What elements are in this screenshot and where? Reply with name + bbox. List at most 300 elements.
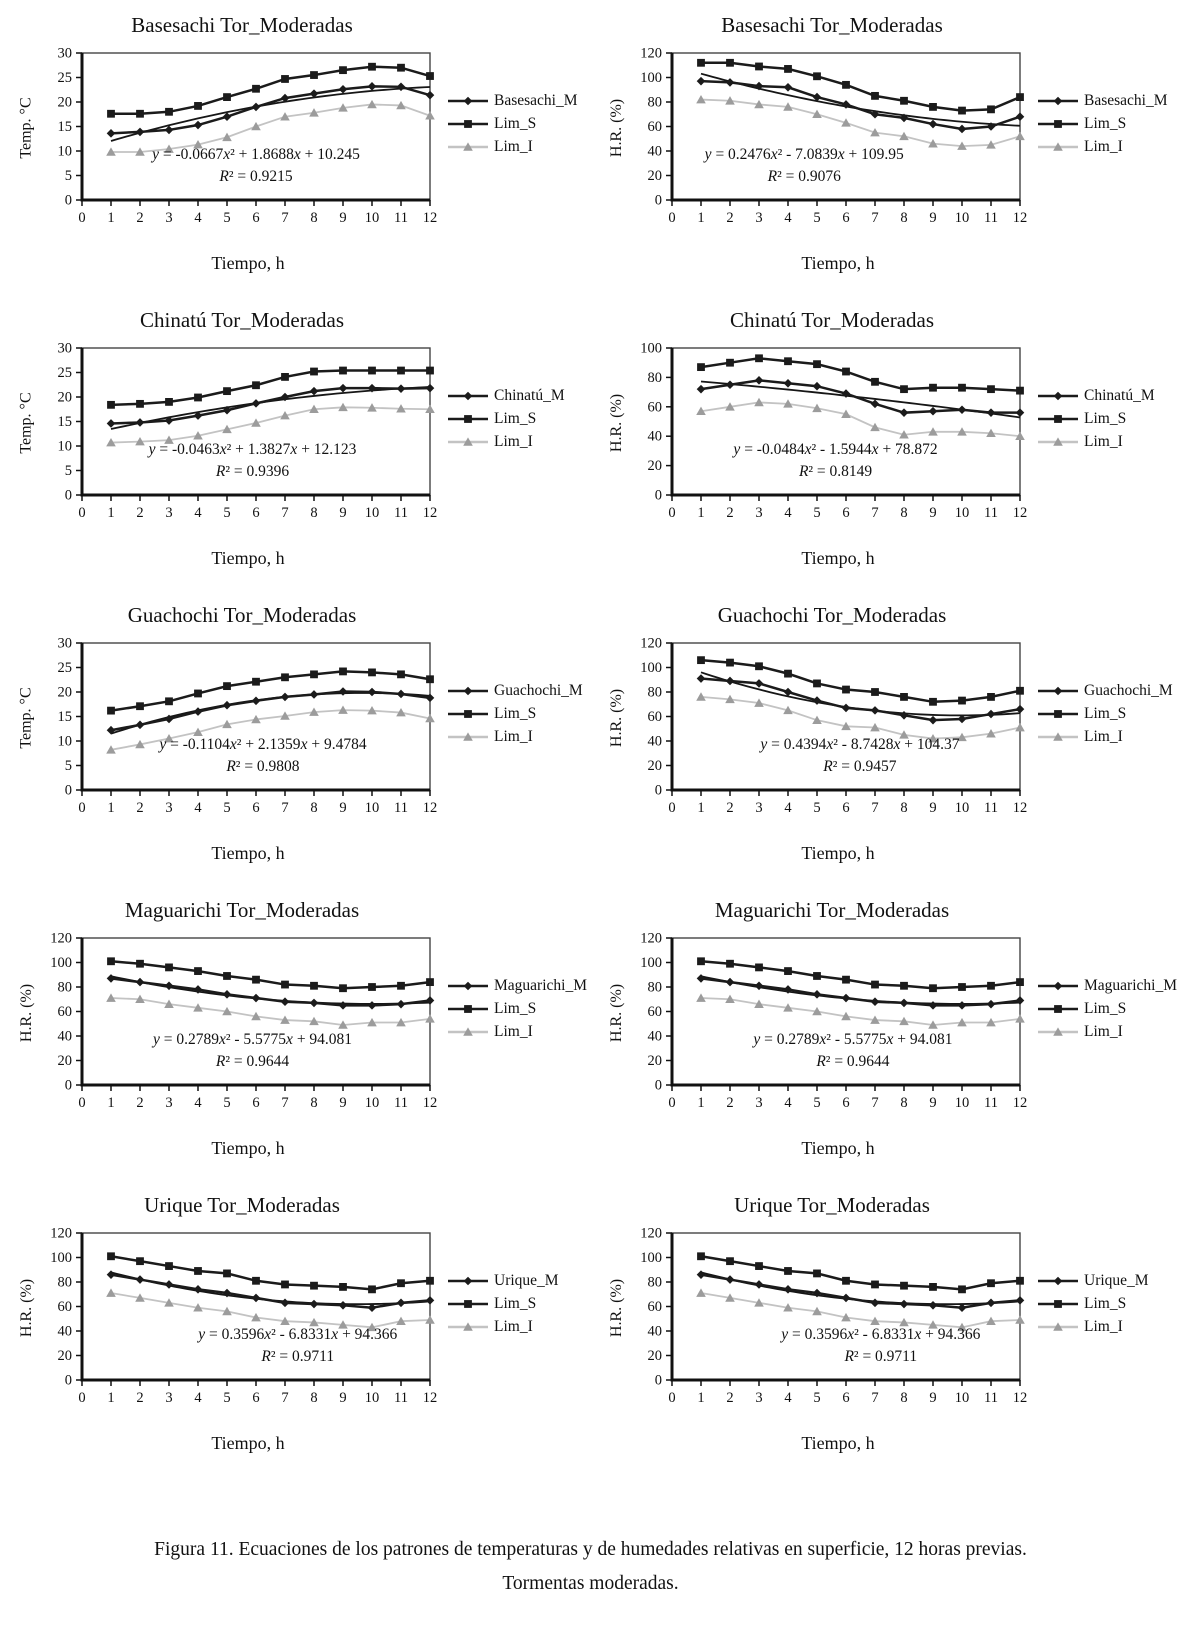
plot-area — [630, 1228, 1030, 1425]
svg-text:120: 120 — [640, 638, 662, 652]
legend — [446, 92, 578, 245]
chart-row — [0, 590, 1181, 885]
r-squared-label: R² = 0.9396 — [215, 462, 290, 480]
svg-text:120: 120 — [640, 48, 662, 62]
svg-text:12: 12 — [422, 1095, 438, 1111]
legend-label: Lim_I — [1084, 138, 1123, 155]
legend-triangle-icon — [446, 1320, 490, 1334]
equation-label: y = 0.2476x² - 7.0839x + 109.95 — [704, 145, 904, 163]
legend-diamond-icon — [446, 979, 490, 993]
svg-text:20: 20 — [647, 1053, 662, 1069]
svg-text:12: 12 — [1012, 1095, 1028, 1111]
legend-label: Chinatú_M — [494, 387, 565, 404]
svg-text:0: 0 — [668, 505, 676, 521]
svg-text:2: 2 — [726, 1095, 734, 1111]
svg-text:7: 7 — [871, 505, 879, 521]
svg-text:0: 0 — [64, 782, 72, 799]
legend-item — [446, 1023, 587, 1041]
svg-text:11: 11 — [984, 1390, 998, 1406]
y-axis-label-text: H.R. (%) — [608, 688, 625, 748]
plot-svg — [40, 1228, 440, 1420]
svg-text:2: 2 — [136, 1390, 144, 1406]
legend-triangle-icon — [446, 730, 490, 744]
chart-row — [0, 1180, 1181, 1475]
svg-text:2: 2 — [726, 505, 734, 521]
plot-area — [630, 48, 1030, 245]
svg-text:9: 9 — [929, 1390, 937, 1406]
svg-text:5: 5 — [813, 1390, 821, 1406]
legend-label: Guachochi_M — [494, 682, 583, 699]
r-squared-label: R² = 0.9711 — [261, 1347, 335, 1365]
svg-text:4: 4 — [784, 210, 792, 226]
svg-text:40: 40 — [647, 143, 662, 160]
caption-line-1: Figura 11. Ecuaciones de los patrones de temperaturas y de humedades relativas en superficie, 12 horas previas. — [154, 1539, 1027, 1560]
svg-text:10: 10 — [954, 800, 970, 816]
legend-item — [1036, 138, 1168, 156]
svg-text:12: 12 — [1012, 800, 1028, 816]
svg-text:20: 20 — [647, 168, 662, 184]
svg-text:4: 4 — [784, 1095, 792, 1111]
svg-text:9: 9 — [339, 210, 347, 226]
legend-diamond-icon — [1036, 94, 1080, 108]
legend-diamond-icon — [446, 1274, 490, 1288]
svg-text:5: 5 — [813, 800, 821, 816]
legend-label: Maguarichi_M — [494, 977, 587, 994]
chart-body — [604, 1228, 1180, 1425]
chart-body — [14, 638, 590, 835]
svg-text:5: 5 — [813, 210, 821, 226]
svg-text:6: 6 — [252, 505, 260, 521]
plot-area — [630, 343, 1030, 540]
svg-text:8: 8 — [310, 1390, 318, 1406]
svg-text:0: 0 — [78, 1390, 86, 1406]
svg-text:80: 80 — [647, 684, 662, 701]
svg-text:5: 5 — [223, 505, 231, 521]
svg-text:3: 3 — [165, 1095, 173, 1111]
x-axis-label: Tiempo, h — [211, 1433, 285, 1453]
equation-label: y = 0.3596x² - 6.8331x + 94.366 — [781, 1325, 981, 1343]
svg-text:80: 80 — [647, 1274, 662, 1291]
svg-text:30: 30 — [57, 48, 72, 62]
svg-text:60: 60 — [647, 1299, 662, 1315]
chart — [0, 885, 590, 1180]
legend-label: Lim_S — [1084, 410, 1127, 427]
legend-label: Lim_I — [494, 728, 533, 745]
legend-diamond-icon — [1036, 684, 1080, 698]
svg-text:0: 0 — [64, 1077, 72, 1094]
y-axis-label — [14, 48, 40, 208]
legend-square-icon — [446, 117, 490, 131]
svg-text:8: 8 — [310, 800, 318, 816]
chart-body — [604, 638, 1180, 835]
svg-text:2: 2 — [726, 1390, 734, 1406]
svg-text:8: 8 — [900, 1095, 908, 1111]
svg-text:1: 1 — [697, 1390, 705, 1406]
chart — [590, 295, 1180, 590]
svg-text:3: 3 — [165, 800, 173, 816]
svg-text:7: 7 — [871, 210, 879, 226]
svg-text:3: 3 — [165, 210, 173, 226]
svg-text:8: 8 — [310, 505, 318, 521]
legend-label: Lim_I — [1084, 433, 1123, 450]
y-axis-label-text: Temp. °C — [18, 392, 35, 454]
y-axis-label-text: H.R. (%) — [608, 393, 625, 453]
svg-text:2: 2 — [136, 800, 144, 816]
svg-text:80: 80 — [647, 369, 662, 386]
svg-text:7: 7 — [281, 505, 289, 521]
equation-label: y = 0.3596x² - 6.8331x + 94.366 — [198, 1325, 398, 1343]
y-axis-label — [604, 1228, 630, 1388]
svg-text:12: 12 — [422, 210, 438, 226]
svg-text:2: 2 — [136, 505, 144, 521]
svg-text:80: 80 — [647, 979, 662, 996]
chart-title: Guachochi Tor_Moderadas — [127, 603, 357, 627]
x-axis-label: Tiempo, h — [211, 548, 285, 568]
chart-title: Maguarichi Tor_Moderadas — [714, 898, 950, 922]
legend-label: Urique_M — [494, 1272, 559, 1289]
svg-text:3: 3 — [755, 1095, 763, 1111]
svg-text:11: 11 — [984, 800, 998, 816]
plot-area — [630, 638, 1030, 835]
svg-text:10: 10 — [364, 1390, 380, 1406]
legend — [446, 1272, 559, 1425]
legend-label: Maguarichi_M — [1084, 977, 1177, 994]
svg-text:12: 12 — [1012, 210, 1028, 226]
legend-square-icon — [1036, 707, 1080, 721]
legend-item — [1036, 115, 1168, 133]
svg-text:100: 100 — [640, 1250, 662, 1266]
legend-item — [1036, 682, 1173, 700]
legend-label: Urique_M — [1084, 1272, 1149, 1289]
y-axis-label-text: H.R. (%) — [608, 98, 625, 158]
svg-text:8: 8 — [900, 505, 908, 521]
svg-text:15: 15 — [57, 119, 72, 135]
chart-body — [604, 343, 1180, 540]
svg-text:0: 0 — [64, 1372, 72, 1389]
chart-body — [14, 1228, 590, 1425]
y-axis-label-text: H.R. (%) — [18, 1278, 35, 1338]
legend-label: Lim_I — [494, 1318, 533, 1335]
plot-svg — [40, 48, 440, 240]
svg-text:11: 11 — [394, 800, 408, 816]
svg-text:25: 25 — [57, 660, 72, 676]
figure-caption — [0, 1533, 1181, 1601]
chart-title: Urique Tor_Moderadas — [144, 1193, 340, 1217]
svg-text:0: 0 — [64, 487, 72, 504]
y-axis-label — [604, 48, 630, 208]
svg-text:10: 10 — [954, 1390, 970, 1406]
legend — [1036, 1272, 1149, 1425]
chart — [0, 590, 590, 885]
svg-text:0: 0 — [668, 800, 676, 816]
svg-text:1: 1 — [697, 505, 705, 521]
legend-label: Lim_I — [494, 433, 533, 450]
legend-label: Lim_I — [1084, 728, 1123, 745]
legend-label: Lim_S — [494, 705, 537, 722]
svg-text:7: 7 — [281, 800, 289, 816]
svg-text:0: 0 — [668, 210, 676, 226]
svg-text:10: 10 — [364, 1095, 380, 1111]
legend-item — [446, 1272, 559, 1290]
svg-text:1: 1 — [107, 1095, 115, 1111]
plot-area — [40, 343, 440, 540]
svg-text:60: 60 — [647, 709, 662, 725]
svg-text:80: 80 — [57, 1274, 72, 1291]
chart-body — [604, 933, 1180, 1130]
r-squared-label: R² = 0.9457 — [823, 757, 897, 775]
svg-text:8: 8 — [310, 1095, 318, 1111]
chart-body — [14, 343, 590, 540]
legend-item — [446, 92, 578, 110]
svg-text:3: 3 — [755, 800, 763, 816]
svg-text:7: 7 — [281, 1095, 289, 1111]
legend-triangle-icon — [446, 140, 490, 154]
svg-text:9: 9 — [929, 800, 937, 816]
legend-label: Lim_I — [494, 138, 533, 155]
svg-text:20: 20 — [647, 758, 662, 774]
legend-square-icon — [446, 1297, 490, 1311]
chart-title: Urique Tor_Moderadas — [734, 1193, 930, 1217]
svg-text:11: 11 — [394, 210, 408, 226]
y-axis-label — [604, 638, 630, 798]
legend-item — [1036, 92, 1168, 110]
svg-text:0: 0 — [654, 1077, 662, 1094]
y-axis-label-text: Temp. °C — [18, 97, 35, 159]
y-axis-label-text: H.R. (%) — [608, 983, 625, 1043]
svg-text:120: 120 — [50, 933, 72, 947]
y-axis-label-text: Temp. °C — [18, 687, 35, 749]
svg-text:4: 4 — [194, 800, 202, 816]
svg-text:20: 20 — [57, 1053, 72, 1069]
chart-body — [14, 933, 590, 1130]
legend — [446, 387, 565, 540]
legend-item — [446, 682, 583, 700]
plot-svg — [630, 48, 1030, 240]
svg-text:11: 11 — [984, 210, 998, 226]
svg-text:11: 11 — [984, 505, 998, 521]
svg-text:120: 120 — [640, 933, 662, 947]
svg-text:4: 4 — [194, 210, 202, 226]
svg-text:0: 0 — [654, 192, 662, 209]
legend-label: Guachochi_M — [1084, 682, 1173, 699]
svg-text:60: 60 — [647, 119, 662, 135]
svg-text:9: 9 — [339, 505, 347, 521]
svg-text:15: 15 — [57, 414, 72, 430]
chart — [0, 1180, 590, 1475]
plot-area — [630, 933, 1030, 1130]
legend-triangle-icon — [1036, 140, 1080, 154]
r-squared-label: R² = 0.9215 — [219, 167, 293, 185]
x-axis-label: Tiempo, h — [801, 843, 875, 863]
chart-row — [0, 885, 1181, 1180]
chart-title: Maguarichi Tor_Moderadas — [124, 898, 360, 922]
svg-text:11: 11 — [394, 1095, 408, 1111]
svg-text:8: 8 — [900, 800, 908, 816]
svg-text:10: 10 — [954, 1095, 970, 1111]
svg-text:120: 120 — [640, 1228, 662, 1242]
svg-text:6: 6 — [252, 800, 260, 816]
svg-text:5: 5 — [223, 1095, 231, 1111]
legend-item — [446, 410, 565, 428]
legend-item — [446, 728, 583, 746]
equation-label: y = 0.2789x² - 5.5775x + 94.081 — [152, 1030, 353, 1048]
svg-text:100: 100 — [640, 70, 662, 86]
y-axis-label — [14, 933, 40, 1093]
svg-text:1: 1 — [107, 800, 115, 816]
svg-text:7: 7 — [281, 1390, 289, 1406]
svg-text:2: 2 — [726, 210, 734, 226]
svg-text:9: 9 — [929, 505, 937, 521]
r-squared-label: R² = 0.9711 — [844, 1347, 918, 1365]
svg-text:12: 12 — [1012, 505, 1028, 521]
legend-item — [446, 1318, 559, 1336]
legend-label: Chinatú_M — [1084, 387, 1155, 404]
plot-svg — [630, 1228, 1030, 1420]
plot-svg — [630, 638, 1030, 830]
svg-text:11: 11 — [394, 505, 408, 521]
legend-triangle-icon — [446, 1025, 490, 1039]
svg-text:9: 9 — [929, 210, 937, 226]
equation-label: y = 0.4394x² - 8.7428x + 104.37 — [760, 735, 960, 753]
svg-text:4: 4 — [784, 505, 792, 521]
svg-text:8: 8 — [900, 210, 908, 226]
svg-text:2: 2 — [136, 1095, 144, 1111]
chart-title: Basesachi Tor_Moderadas — [721, 13, 943, 37]
x-axis-label: Tiempo, h — [211, 1138, 285, 1158]
legend-label: Basesachi_M — [494, 92, 578, 109]
svg-text:6: 6 — [842, 1095, 850, 1111]
equation-label: y = -0.0667x² + 1.8688x + 10.245 — [152, 145, 360, 163]
equation-label: y = -0.0484x² - 1.5944x + 78.872 — [733, 440, 938, 458]
svg-text:10: 10 — [57, 733, 72, 750]
chart — [590, 0, 1180, 295]
x-axis-label: Tiempo, h — [801, 253, 875, 273]
y-axis-label-text: H.R. (%) — [18, 983, 35, 1043]
svg-text:0: 0 — [654, 1372, 662, 1389]
svg-text:0: 0 — [78, 505, 86, 521]
svg-text:12: 12 — [422, 800, 438, 816]
svg-text:120: 120 — [50, 1228, 72, 1242]
r-squared-label: R² = 0.8149 — [798, 462, 873, 480]
svg-text:6: 6 — [252, 1390, 260, 1406]
svg-text:40: 40 — [647, 1323, 662, 1340]
plot-svg — [40, 343, 440, 535]
legend-triangle-icon — [1036, 1025, 1080, 1039]
svg-text:4: 4 — [784, 1390, 792, 1406]
svg-text:10: 10 — [954, 210, 970, 226]
chart — [590, 885, 1180, 1180]
svg-text:6: 6 — [842, 800, 850, 816]
legend-square-icon — [1036, 1297, 1080, 1311]
legend-label: Lim_S — [1084, 705, 1127, 722]
equation-label: y = -0.0463x² + 1.3827x + 12.123 — [148, 440, 357, 458]
svg-text:40: 40 — [647, 733, 662, 750]
svg-text:0: 0 — [668, 1390, 676, 1406]
legend-label: Lim_S — [1084, 1295, 1127, 1312]
svg-text:12: 12 — [1012, 1390, 1028, 1406]
svg-text:4: 4 — [194, 505, 202, 521]
legend-triangle-icon — [446, 435, 490, 449]
legend-item — [446, 977, 587, 995]
legend-label: Lim_S — [494, 410, 537, 427]
legend-item — [1036, 728, 1173, 746]
svg-text:0: 0 — [654, 782, 662, 799]
svg-text:60: 60 — [57, 1299, 72, 1315]
svg-text:3: 3 — [755, 505, 763, 521]
plot-area — [40, 1228, 440, 1425]
svg-text:10: 10 — [364, 800, 380, 816]
svg-text:80: 80 — [647, 94, 662, 111]
plot-area — [40, 933, 440, 1130]
svg-text:5: 5 — [223, 1390, 231, 1406]
svg-text:10: 10 — [57, 143, 72, 160]
legend-item — [1036, 977, 1177, 995]
x-axis-label: Tiempo, h — [211, 253, 285, 273]
svg-text:20: 20 — [647, 1348, 662, 1364]
chart — [590, 1180, 1180, 1475]
x-axis-label: Tiempo, h — [801, 1433, 875, 1453]
svg-text:5: 5 — [223, 210, 231, 226]
legend-label: Lim_I — [1084, 1023, 1123, 1040]
equation-label: y = -0.1104x² + 2.1359x + 9.4784 — [159, 735, 367, 753]
svg-text:3: 3 — [755, 1390, 763, 1406]
legend — [1036, 682, 1173, 835]
svg-text:1: 1 — [107, 210, 115, 226]
x-axis-label: Tiempo, h — [211, 843, 285, 863]
svg-text:7: 7 — [281, 210, 289, 226]
svg-text:3: 3 — [165, 505, 173, 521]
legend-diamond-icon — [1036, 1274, 1080, 1288]
svg-text:40: 40 — [57, 1028, 72, 1045]
svg-text:6: 6 — [842, 505, 850, 521]
chart-body — [14, 48, 590, 245]
legend-item — [446, 705, 583, 723]
svg-text:2: 2 — [136, 210, 144, 226]
svg-text:10: 10 — [364, 505, 380, 521]
legend-triangle-icon — [1036, 435, 1080, 449]
caption-line-2: Tormentas moderadas. — [502, 1573, 679, 1595]
svg-text:0: 0 — [668, 1095, 676, 1111]
svg-text:25: 25 — [57, 70, 72, 86]
chart-title: Chinatú Tor_Moderadas — [729, 308, 935, 332]
svg-text:9: 9 — [339, 800, 347, 816]
legend-item — [446, 1295, 559, 1313]
svg-text:0: 0 — [78, 210, 86, 226]
legend — [446, 977, 587, 1130]
legend-item — [446, 1000, 587, 1018]
svg-text:10: 10 — [954, 505, 970, 521]
r-squared-label: R² = 0.9076 — [767, 167, 841, 185]
equation-label: y = 0.2789x² - 5.5775x + 94.081 — [753, 1030, 953, 1048]
svg-text:100: 100 — [50, 1250, 72, 1266]
chart — [0, 0, 590, 295]
svg-text:0: 0 — [78, 1095, 86, 1111]
svg-text:1: 1 — [697, 210, 705, 226]
x-axis-label: Tiempo, h — [801, 548, 875, 568]
legend-label: Basesachi_M — [1084, 92, 1168, 109]
y-axis-label — [604, 343, 630, 503]
svg-text:9: 9 — [929, 1095, 937, 1111]
svg-text:20: 20 — [57, 94, 72, 111]
legend-diamond-icon — [1036, 979, 1080, 993]
svg-text:4: 4 — [784, 800, 792, 816]
legend-square-icon — [1036, 117, 1080, 131]
svg-text:1: 1 — [697, 1095, 705, 1111]
legend-label: Lim_S — [494, 115, 537, 132]
svg-text:11: 11 — [984, 1095, 998, 1111]
svg-text:100: 100 — [50, 955, 72, 971]
plot-svg — [630, 343, 1030, 535]
